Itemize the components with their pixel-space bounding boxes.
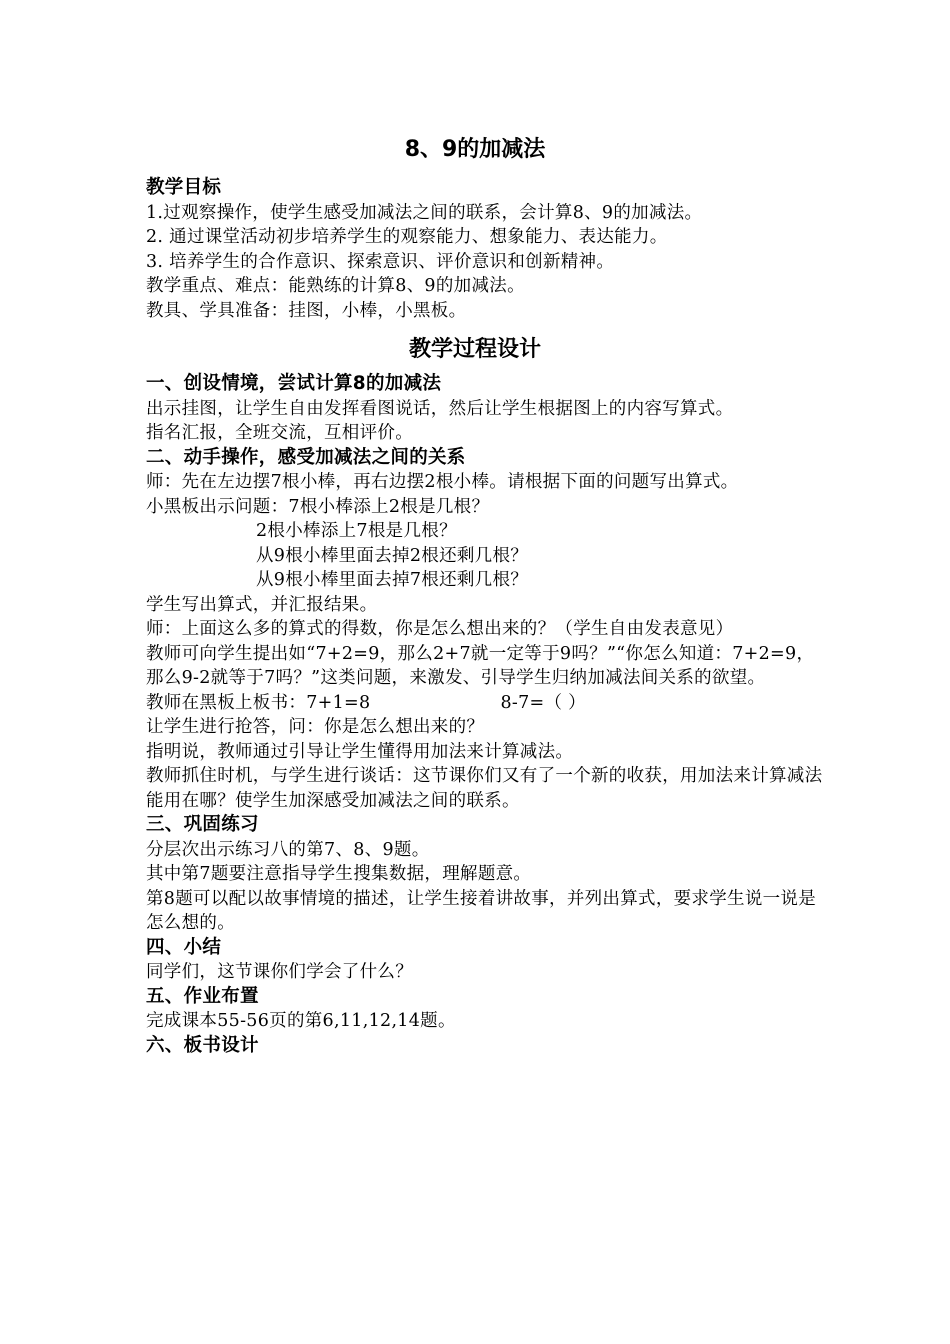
paragraph: 师：上面这么多的算式的得数，你是怎么想出来的？（学生自由发表意见） xyxy=(146,619,734,639)
paragraph: 其中第7题要注意指导学生搜集数据，理解题意。 xyxy=(146,864,532,884)
paragraph: 学生写出算式，并汇报结果。 xyxy=(146,594,378,615)
question-line: 2根小棒添上7根是几根？ xyxy=(256,521,457,541)
paragraph: 教师可向学生提出如“7+2=9，那么2+7就一定等于9吗？”“你怎么知道：7+2=9，那么9-2就等于7吗？”这类问题，来激发、引导学生归纳加减法间关系的欲望。 xyxy=(146,643,815,688)
question-line: 从9根小棒里面去掉2根还剩几根？ xyxy=(256,545,529,566)
section-heading-3: 三、巩固练习 xyxy=(146,814,259,835)
paragraph: 小黑板出示问题：7根小棒添上2根是几根？ xyxy=(146,496,490,517)
section-heading-5: 五、作业布置 xyxy=(146,985,259,1007)
materials-line: 教具、学具准备：挂图，小棒，小黑板。 xyxy=(146,300,467,321)
board-line xyxy=(146,691,826,716)
objective-line: 3. 培养学生的合作意识、探索意识、评价意识和创新精神。 xyxy=(146,251,615,272)
section-heading-4: 四、小结 xyxy=(146,936,222,958)
paragraph: 分层次出示练习八的第7、8、9题。 xyxy=(146,839,430,860)
paragraph: 让学生进行抢答，问：你是怎么想出来的？ xyxy=(146,717,485,737)
objective-line: 1.过观察操作，使学生感受加减法之间的联系，会计算8、9的加减法。 xyxy=(146,202,703,223)
objectives-heading: 教学目标 xyxy=(146,177,222,198)
objective-line: 2. 通过课堂活动初步培养学生的观察能力、想象能力、表达能力。 xyxy=(146,227,668,247)
section-heading-6: 六、板书设计 xyxy=(146,1034,259,1056)
paragraph: 出示挂图，让学生自由发挥看图说话，然后让学生根据图上的内容写算式。 xyxy=(146,398,734,419)
paragraph: 教师抓住时机，与学生进行谈话：这节课你们又有了一个新的收获，用加法来计算减法能用在哪？使学生加深感受加减法之间的联系。 xyxy=(146,766,823,811)
objectives-block xyxy=(146,176,826,323)
section-heading-2: 二、动手操作，感受加减法之间的关系 xyxy=(146,446,466,468)
process-block xyxy=(146,372,826,1058)
process-title: 教学过程设计 xyxy=(408,337,541,362)
paragraph: 师：先在左边摆7根小棒，再右边摆2根小棒。请根据下面的问题写出算式。 xyxy=(146,472,739,492)
section-heading-1: 一、创设情境，尝试计算8的加减法 xyxy=(146,373,442,394)
paragraph: 完成课本55-56页的第6,11,12,14题。 xyxy=(146,1011,456,1031)
paragraph: 第8题可以配以故事情境的描述，让学生接着讲故事，并列出算式，要求学生说一说是怎么想的。 xyxy=(146,888,817,933)
key-points-line: 教学重点、难点：能熟练的计算8、9的加减法。 xyxy=(146,276,525,296)
question-line: 从9根小棒里面去掉7根还剩几根？ xyxy=(256,570,529,590)
document-title: 8、9的加减法 xyxy=(404,137,546,162)
board-equation-2: 8-7=（ ） xyxy=(500,692,586,713)
paragraph: 指明说，教师通过引导让学生懂得用加法来计算减法。 xyxy=(146,741,574,762)
paragraph: 同学们，这节课你们学会了什么？ xyxy=(146,962,413,982)
paragraph: 指名汇报，全班交流，互相评价。 xyxy=(146,423,413,443)
board-equation-1: 教师在黑板上板书：7+1=8 xyxy=(146,692,371,713)
